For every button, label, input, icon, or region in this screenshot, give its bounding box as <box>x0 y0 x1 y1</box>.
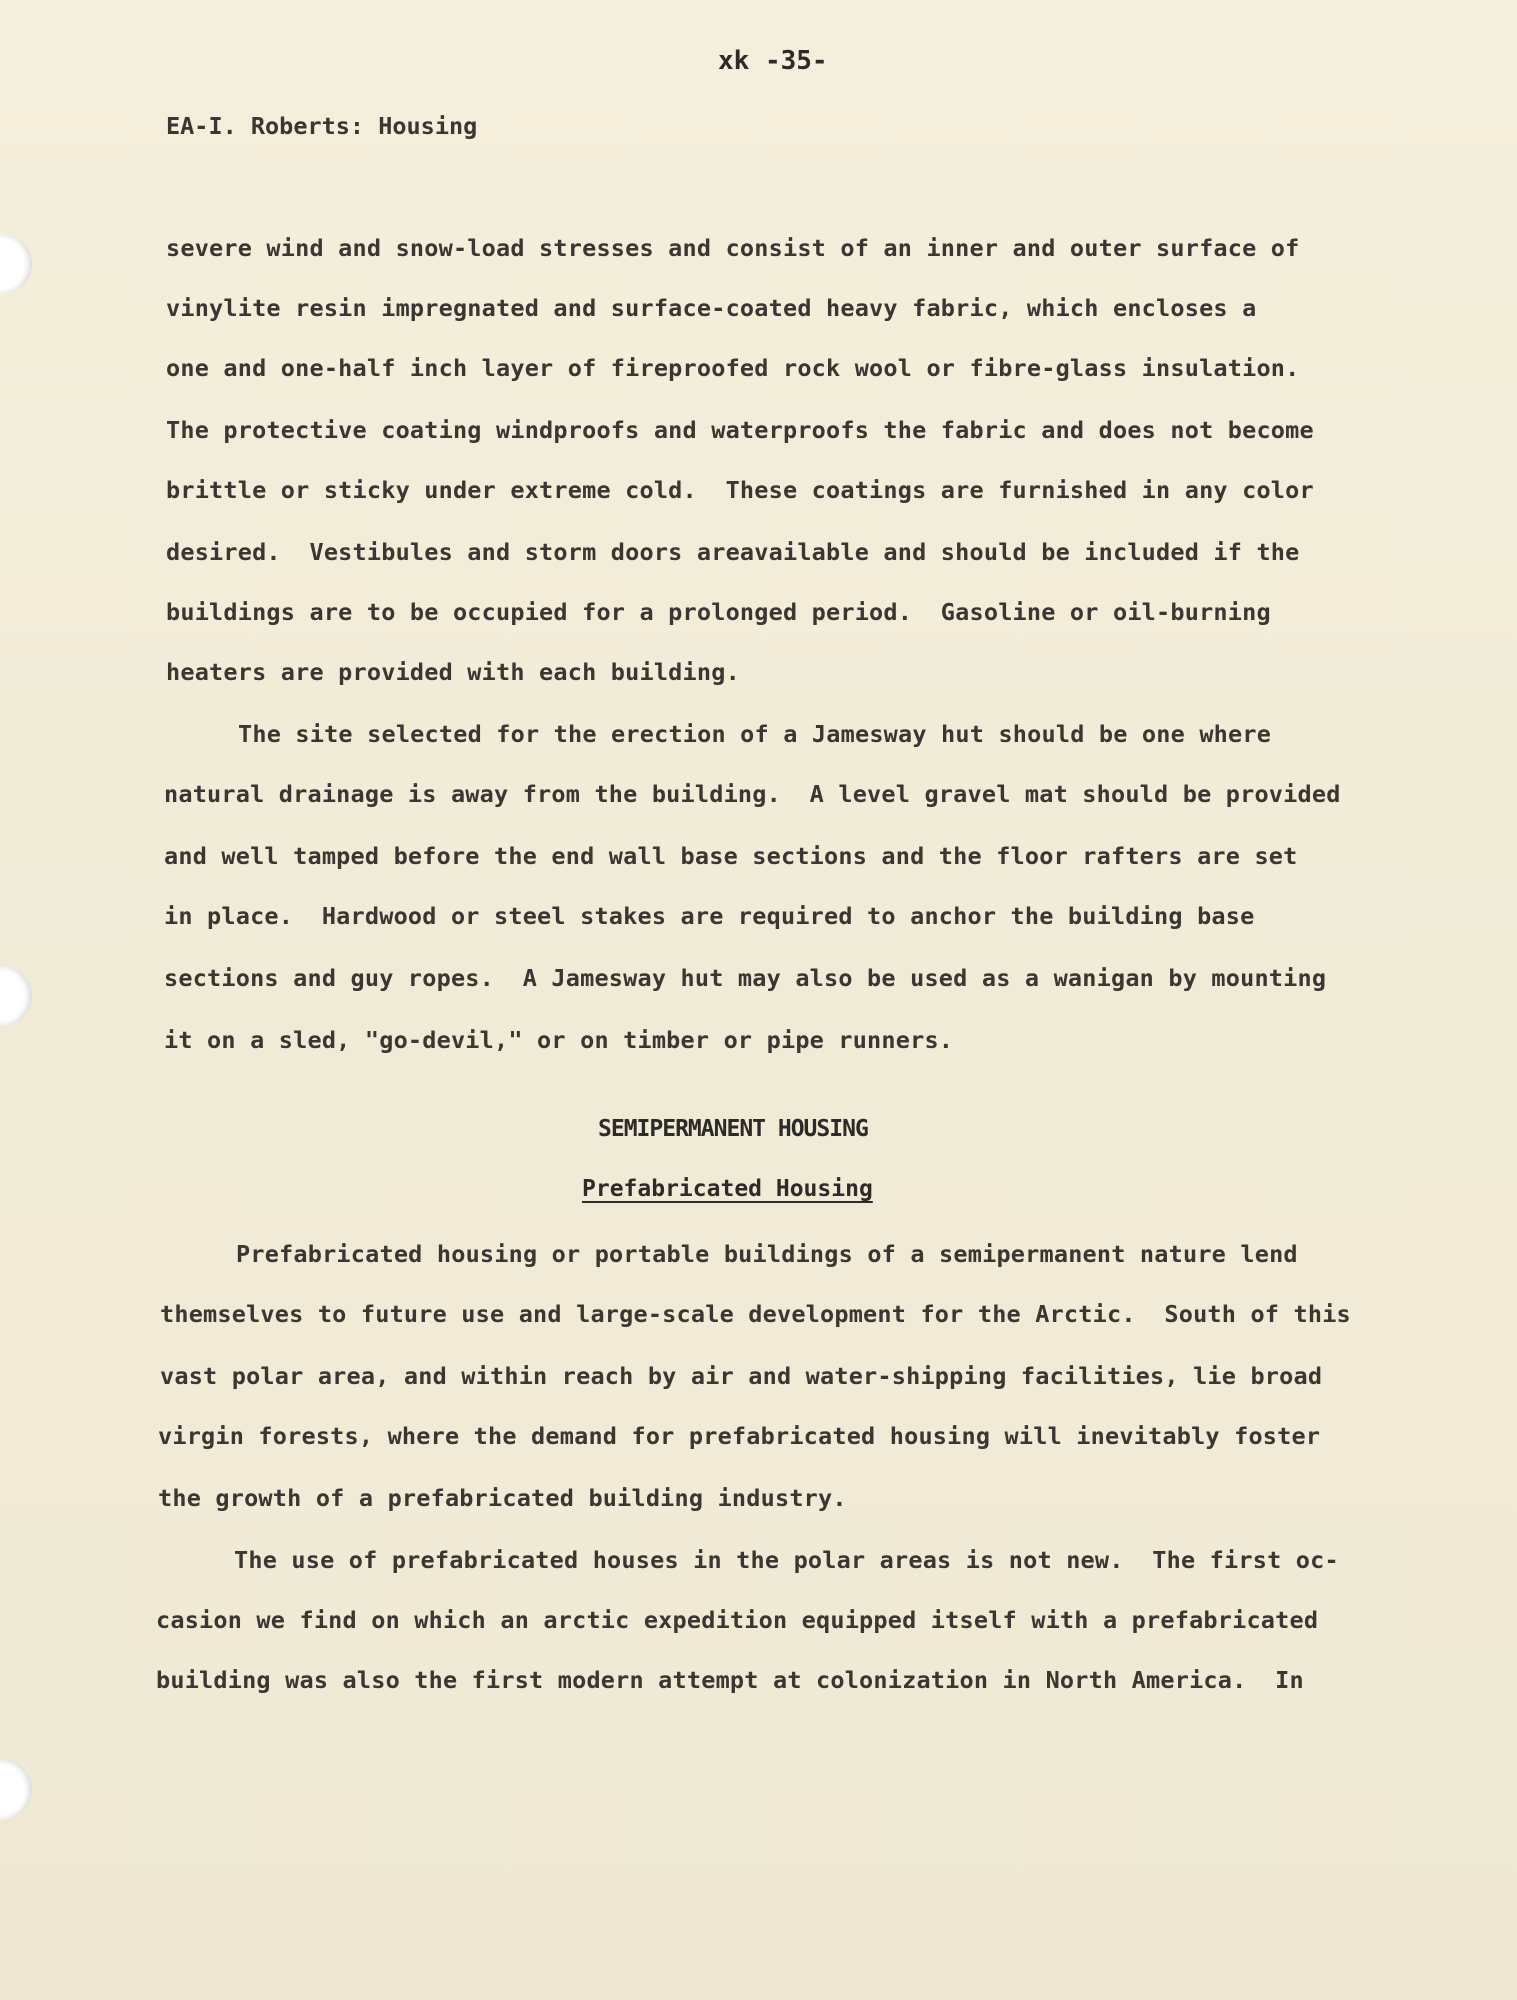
text-line: The protective coating windproofs and waterproofs the fabric and does not become <box>166 416 1314 444</box>
subsection-heading: Prefabricated Housing <box>582 1176 873 1202</box>
text-line: casion we find on which an arctic expedition equipped itself with a prefabricated <box>156 1606 1319 1634</box>
punch-hole-top <box>0 234 32 294</box>
text-line: building was also the first modern attempt at colonization in North America. In <box>156 1666 1304 1694</box>
text-line: it on a sled, "go-devil," or on timber or pipe runners. <box>164 1026 954 1054</box>
page-number: xk -35- <box>718 46 828 76</box>
text-line: severe wind and snow-load stresses and consist of an inner and outer surface of <box>166 234 1300 262</box>
text-line: The use of prefabricated houses in the polar areas is not new. The first oc- <box>234 1546 1339 1574</box>
text-line: one and one-half inch layer of fireproofed rock wool or fibre-glass insulation. <box>166 354 1300 382</box>
text-line: Prefabricated housing or portable buildings of a semipermanent nature lend <box>236 1240 1298 1268</box>
text-line: and well tamped before the end wall base sections and the floor rafters are set <box>164 842 1298 870</box>
punch-hole-middle <box>0 966 32 1026</box>
section-heading: SEMIPERMANENT HOUSING <box>598 1116 868 1142</box>
text-line: natural drainage is away from the building. A level gravel mat should be provided <box>164 780 1341 808</box>
text-line: brittle or sticky under extreme cold. These coatings are furnished in any color <box>166 476 1314 504</box>
text-line: sections and guy ropes. A Jamesway hut may also be used as a wanigan by mounting <box>164 964 1327 992</box>
running-head: EA-I. Roberts: Housing <box>166 112 478 140</box>
text-line: vast polar area, and within reach by air and water-shipping facilities, lie broad <box>160 1362 1323 1390</box>
text-line: desired. Vestibules and storm doors areavailable and should be included if the <box>166 538 1300 566</box>
text-line: vinylite resin impregnated and surface-coated heavy fabric, which encloses a <box>166 294 1257 322</box>
text-line: heaters are provided with each building. <box>166 658 740 686</box>
text-line: in place. Hardwood or steel stakes are required to anchor the building base <box>164 902 1255 930</box>
text-line: The site selected for the erection of a Jamesway hut should be one where <box>238 720 1272 748</box>
text-line: virgin forests, where the demand for prefabricated housing will inevitably foster <box>158 1422 1321 1450</box>
punch-hole-bottom <box>0 1760 32 1820</box>
text-line: the growth of a prefabricated building industry. <box>158 1484 847 1512</box>
text-line: themselves to future use and large-scale development for the Arctic. South of this <box>160 1300 1351 1328</box>
text-line: buildings are to be occupied for a prolonged period. Gasoline or oil-burning <box>166 598 1271 626</box>
